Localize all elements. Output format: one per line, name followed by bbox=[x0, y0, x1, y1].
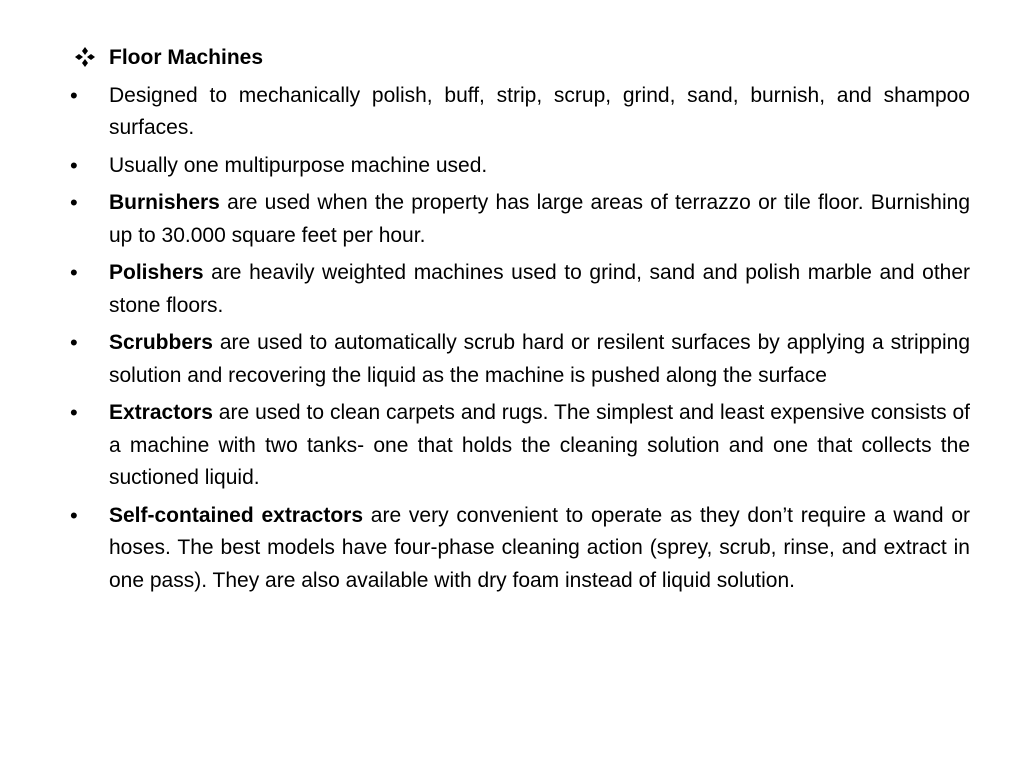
bullet-item bbox=[70, 257, 970, 322]
bullet-text: Self-contained extractors are very convenient to operate as they don’t require a wand or hoses. The best models have four-phase cleaning action (sprey, scrub, rinse, and extract in one pass). They are also available with dry foam instead of liquid solution. bbox=[109, 503, 970, 592]
bullet-icon: • bbox=[70, 330, 78, 355]
heading-item bbox=[70, 42, 970, 75]
bullet-item bbox=[70, 187, 970, 252]
bullet-icon: • bbox=[70, 400, 78, 425]
bullet-text: Scrubbers are used to automatically scrub hard or resilent surfaces by applying a stripping solution and recovering the liquid as the machine is pushed along the surface bbox=[109, 331, 970, 387]
bullet-text: Usually one multipurpose machine used. bbox=[109, 153, 488, 177]
slide-body bbox=[70, 42, 970, 602]
bullet-text: Polishers are heavily weighted machines used to grind, sand and polish marble and other stone floors. bbox=[109, 261, 970, 317]
bullet-text: Burnishers are used when the property has large areas of terrazzo or tile floor. Burnishing up to 30.000 square feet per hour. bbox=[109, 191, 970, 247]
heading-title: Floor Machines bbox=[109, 46, 264, 69]
bullet-icon: • bbox=[70, 152, 78, 178]
bullet-item bbox=[70, 397, 970, 495]
bullet-text: Designed to mechanically polish, buff, strip, scrup, grind, sand, burnish, and shampoo surfaces. bbox=[109, 83, 970, 139]
bullet-item bbox=[70, 327, 970, 392]
bullet-icon: • bbox=[70, 260, 78, 285]
bullet-item bbox=[70, 150, 970, 183]
bullet-text: Extractors are used to clean carpets and rugs. The simplest and least expensive consists of a machine with two tanks- one that holds the cleaning solution and one that collects the suctioned liquid. bbox=[109, 401, 970, 489]
bullet-icon: • bbox=[70, 502, 78, 528]
bullet-icon: • bbox=[70, 190, 78, 215]
bullet-item bbox=[70, 80, 970, 145]
bullet-item bbox=[70, 500, 970, 598]
bullet-icon: • bbox=[70, 82, 78, 108]
